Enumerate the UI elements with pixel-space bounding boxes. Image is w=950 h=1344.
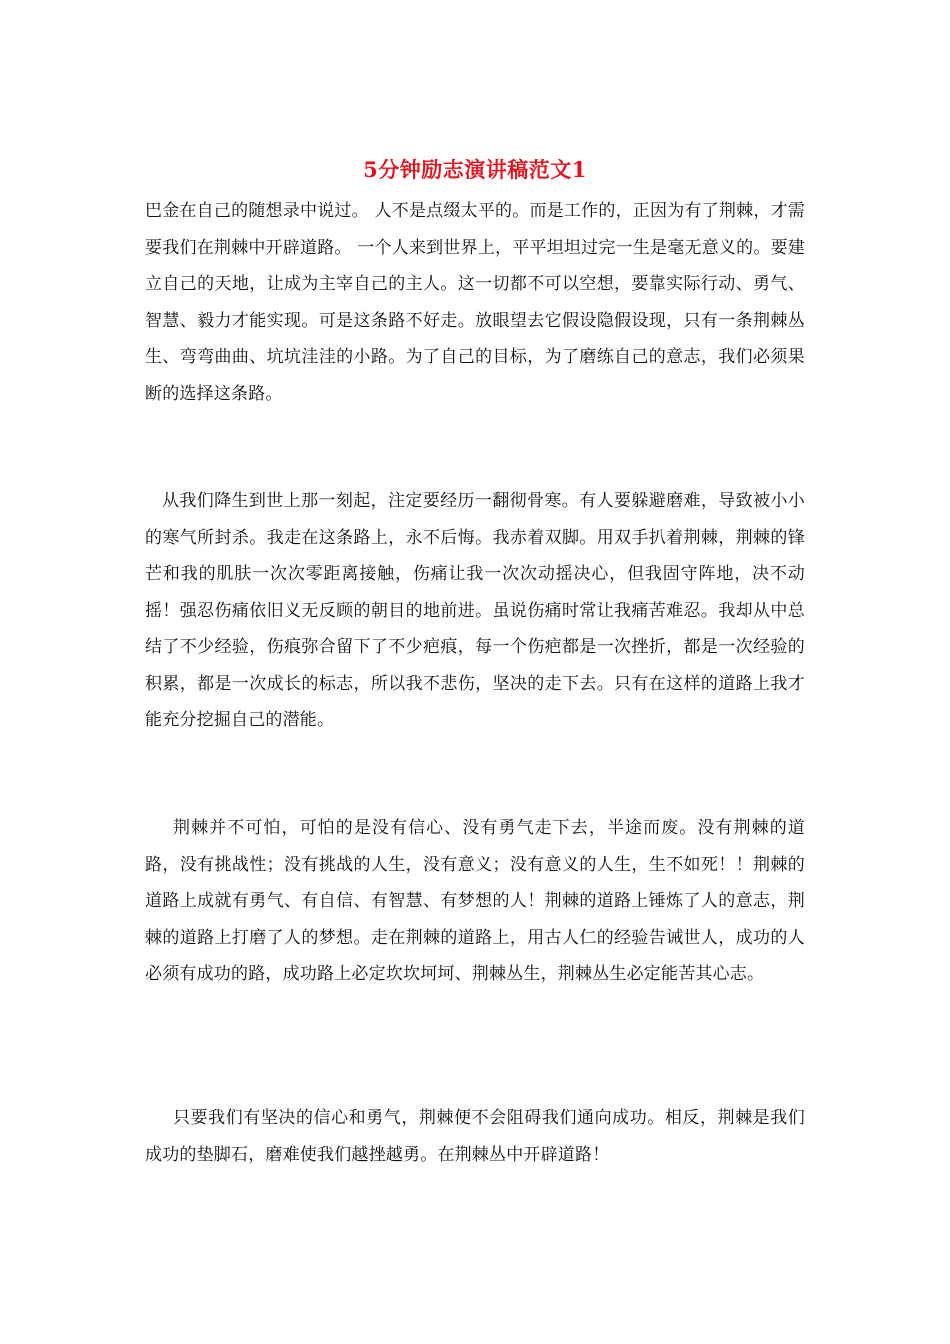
- paragraph-3: 荆棘并不可怕，可怕的是没有信心、没有勇气走下去，半途而废。没有荆棘的道路，没有挑战性；没有挑战的人生，没有意义；没有意义的人生，生不如死！！荆棘的道路上成就有勇气、有自信、有智慧、有梦想的人！荆棘的道路上锤炼了人的意志，荆棘的道路上打磨了人的梦想。走在荆棘的道路上，用古人仁的经验告诫世人，成功的人必须有成功的路，成功路上必定坎坎坷坷、荆棘丛生，荆棘丛生必定能苦其心志。: [145, 818, 805, 984]
- paragraph-4: 只要我们有坚决的信心和勇气，荆棘便不会阻碍我们通向成功。相反，荆棘是我们成功的垫脚石，磨难使我们越挫越勇。在荆棘丛中开辟道路！: [145, 1108, 805, 1165]
- paragraph-2: 从我们降生到世上那一刻起，注定要经历一翻彻骨寒。有人要躲避磨难，导致被小小的寒气所封杀。我走在这条路上，永不后悔。我赤着双脚。用双手扒着荆棘，荆棘的锋芒和我的肌肤一次次零距离接触，伤痛让我一次次动摇决心，但我固守阵地，决不动摇！强忍伤痛依旧义无反顾的朝目的地前进。虽说伤痛时常让我痛苦难忍。我却从中总结了不少经验，伤痕弥合留下了不少疤痕，每一个伤疤都是一次挫折，都是一次经验的积累，都是一次成长的标志，所以我不悲伤，坚决的走下去。只有在这样的道路上我才能充分挖掘自己的潜能。: [145, 491, 805, 730]
- document-title: 5分钟励志演讲稿范文1: [363, 157, 587, 182]
- paragraph-1: 巴金在自己的随想录中说过。 人不是点缀太平的。而是工作的，正因为有了荆棘，才需要我们在荆棘中开辟道路。 一个人来到世界上，平平坦坦过完一生是毫无意义的。要建立自己的天地，让成为主宰自己的主人。这一切都不可以空想，要靠实际行动、勇气、智慧、毅力才能实现。可是这条路不好走。放眼望去它假设隐假设现，只有一条荆棘丛生、弯弯曲曲、坑坑洼洼的小路。为了自己的目标，为了磨练自己的意志，我们必须果断的选择这条路。: [145, 201, 805, 404]
